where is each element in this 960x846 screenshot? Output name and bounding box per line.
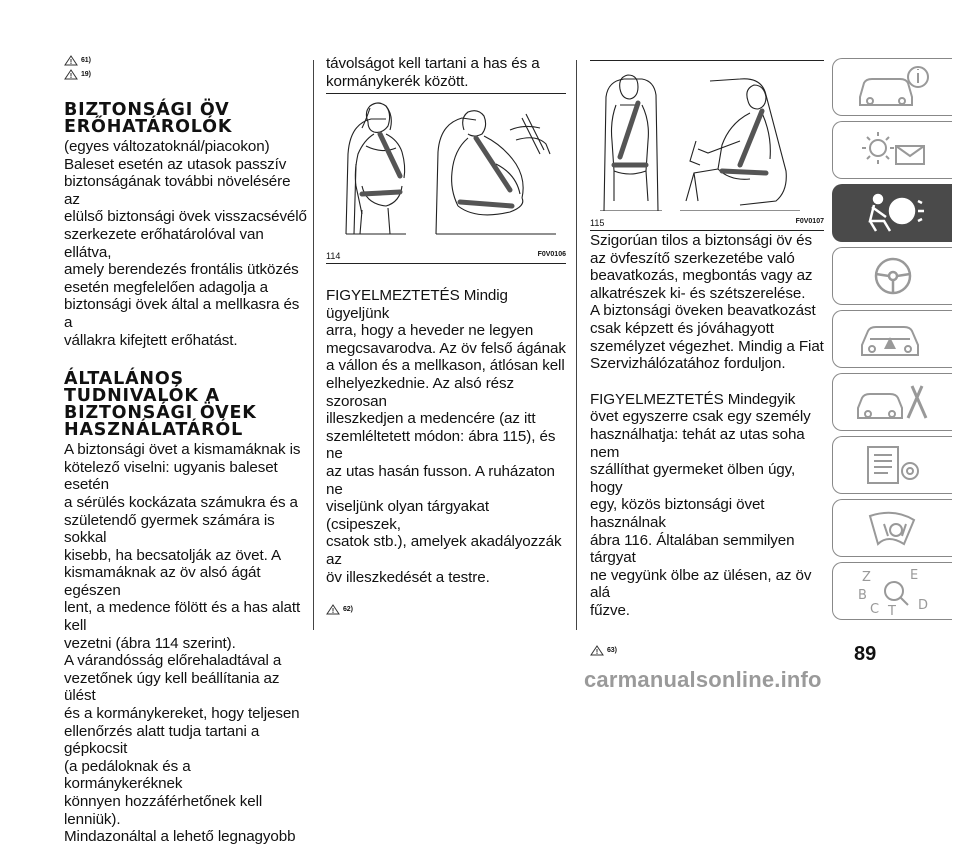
warning-ref-label: 61) xyxy=(81,56,91,64)
pregnant-woman-seatbelt-illustration xyxy=(326,94,566,244)
warning-triangle-icon xyxy=(326,604,340,615)
tab-index[interactable] xyxy=(832,562,952,620)
tab-emergency[interactable] xyxy=(832,310,952,368)
column-divider xyxy=(576,60,577,630)
info-triangle-icon xyxy=(64,69,78,80)
warning-ref-label: 63) xyxy=(607,647,617,655)
warning-triangle-icon xyxy=(590,645,604,656)
page-number: 89 xyxy=(854,643,877,665)
figure-number: 114 xyxy=(326,251,341,261)
index-icon xyxy=(848,565,938,617)
index-letter: Z xyxy=(861,570,871,585)
section-heading-force-limiters: BIZTONSÁGI ÖV ERŐHATÁROLÓK xyxy=(64,100,233,137)
correct-seatbelt-position-illustration xyxy=(590,61,824,211)
airbag-safety-icon xyxy=(848,189,938,237)
warning-lights-icon xyxy=(848,126,938,174)
chapter-tabs xyxy=(832,58,952,625)
warning-ref-61 xyxy=(64,55,310,66)
watermark: carmanualsonline.info xyxy=(584,667,822,692)
figure-115 xyxy=(590,60,824,231)
column-2 xyxy=(326,55,566,90)
index-letter: E xyxy=(909,568,918,583)
paragraph-continued: távolságot kell tartani a has és a kormánykerék között. xyxy=(326,55,540,90)
technical-data-icon xyxy=(848,441,938,489)
warning-ref-label: 62) xyxy=(343,605,353,613)
index-letter: D xyxy=(917,598,928,613)
paragraph-pregnancy-driving: A várandósság előrehaladtával a vezetőnek úgy kell beállítania az ülést és a kormánykereket, hogy teljesen ellenőrzés alatt tudja tartani a gépkocsit (a pedáloknak és a kormánykeréknek könnyen hozzáférhetőnek kell lenniük). Mindazonáltal a lehető legnagyobb xyxy=(64,652,300,846)
figure-code: F0V0107 xyxy=(795,218,824,225)
index-letter: B xyxy=(857,588,867,603)
column-divider xyxy=(313,60,314,630)
figure-114 xyxy=(326,93,566,264)
column-2-lower xyxy=(326,287,566,615)
warning-triangle-icon xyxy=(64,55,78,66)
tab-safety[interactable] xyxy=(832,184,952,242)
column-1 xyxy=(64,55,310,846)
figure-number: 115 xyxy=(590,218,605,228)
multimedia-icon xyxy=(848,504,938,552)
warning-ref-label: 19) xyxy=(81,70,91,78)
warning-paragraph-belt-twist: FIGYELMEZTETÉS Mindig ügyeljünk arra, hogy a heveder ne legyen megcsavarodva. Az öv felső ágának a vállon és a mellkason, átlósan kell elhelyezkednie. Az alsó rész szorosan illeszkedjen a medencére (az itt szemléltetett módon: ábra 115), és ne az utas hasán fusson. A ruházaton ne viseljünk olyan tárgyakat (csipeszek, csatok stb.), amelyek akadályozzák az öv illeszkedését a testre. xyxy=(326,287,566,586)
tab-starting-driving[interactable] xyxy=(832,247,952,305)
tab-multimedia[interactable] xyxy=(832,499,952,557)
figure-caption xyxy=(326,251,566,261)
paragraph-force-limiters: (egyes változatoknál/piacokon) Baleset esetén az utasok passzív biztonságának további növelésére az elülső biztonsági övek visszacsévélő szerkezete erőhatárolóval van ellátva, amely berendezés frontális ütközés esetén megfelelően adagolja a biztonsági övek által a mellkasra és a vállakra kifejtett erőhatást. xyxy=(64,138,307,349)
index-letter: C xyxy=(869,602,879,617)
warning-paragraph-one-person: FIGYELMEZTETÉS Mindegyik övet egyszerre csak egy személy használhatja: tehát az utas soha nem szállíthat gyermeket ölben úgy, hogy egy, közös biztonsági övet használnak ábra 116. Általában semmilyen tárgyat ne vegyünk ölbe az ülésen, az öv alá fűzve. xyxy=(590,390,812,619)
car-info-icon xyxy=(848,63,938,111)
car-emergency-icon xyxy=(848,315,938,363)
paragraph-no-tampering: Szigorúan tilos a biztonsági öv és az övfeszítő szerkezetébe való beavatkozás, megbontás vagy az alkatrészek ki- és szétszerelése. xyxy=(590,232,813,302)
section-heading-general-info: ÁLTALÁNOS TUDNIVALÓK A BIZTONSÁGI ÖVEK HASZNÁLATÁRÓL xyxy=(64,369,257,441)
warning-ref-63 xyxy=(590,645,826,656)
figure-code: F0V0106 xyxy=(537,251,566,258)
steering-wheel-icon xyxy=(848,252,938,300)
tab-maintenance[interactable] xyxy=(832,373,952,431)
warning-ref-19 xyxy=(64,69,310,80)
warning-ref-62 xyxy=(326,604,566,615)
tab-technical-data[interactable] xyxy=(832,436,952,494)
tab-warning-lights[interactable] xyxy=(832,121,952,179)
figure-caption xyxy=(590,218,824,228)
maintenance-icon xyxy=(848,378,938,426)
column-3 xyxy=(590,232,826,656)
index-letter: T xyxy=(887,604,896,617)
paragraph-authorized-service: A biztonsági öveken beavatkozást csak képzett és jóváhagyott személyzet végezhet. Mindig a Fiat Szervizhálózatához forduljon. xyxy=(590,302,824,373)
tab-car-info[interactable] xyxy=(832,58,952,116)
paragraph-pregnant-women: A biztonsági övet a kismamáknak is kötelező viselni: ugyanis baleset esetén a sérülés kockázata számukra és a születendő gyermek számára is sokkal kisebb, ha becsatolják az övet. A kismamáknak az öv alsó ágát egészen lent, a medence fölött és a has alatt kell vezetni (ábra 114 szerint). xyxy=(64,441,301,652)
